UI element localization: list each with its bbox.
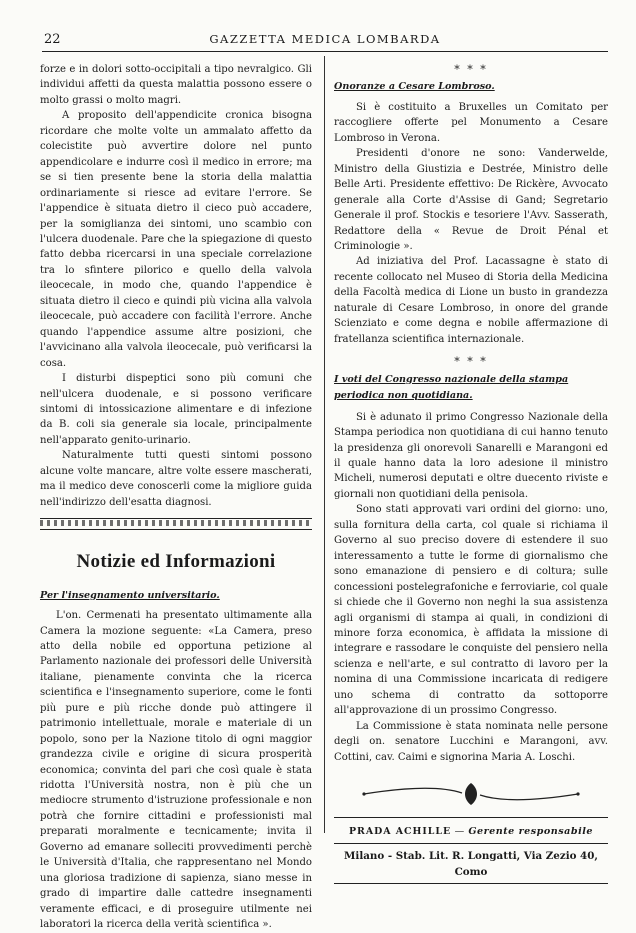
ornamental-divider bbox=[40, 518, 312, 530]
congress-section-title: I voti del Congresso nazionale della stampa periodica non quotidiana. bbox=[334, 373, 569, 401]
footer-rule bbox=[334, 843, 608, 844]
column-divider bbox=[324, 56, 325, 833]
footer-rule bbox=[334, 883, 608, 884]
lombroso-section-title: Onoranze a Cesare Lombroso. bbox=[334, 81, 495, 93]
news-heading: Notizie ed Informazioni bbox=[76, 551, 276, 573]
continued-paragraph: forze e in dolori sotto-occipitali a tipo nevralgico. Gli individui affetti da questa malattia possono essere o molto grassi o molto magri. bbox=[40, 64, 312, 106]
university-section-title: Per l'insegnamento universitario. bbox=[40, 589, 220, 601]
university-section-body: L'on. Cermenati ha presentato ultimamente alla Camera la mozione seguente: «La Camera, preso atto della nobile ed opportuna petizione al Parlamento nazionale dei professori delle Università italiane, pienamente convinta che la ricerca scientifica e l'insegnamento superiore, come le fonti più pure e più ricche donde può attingere il patrimonio intellettuale, morale e materiale di un popolo, sono per la Nazione titolo di ogni maggior grandezza civile e origine di sicura prosperità economica; convinta del pari che così quale è stata ridotta l'Università nostra, non è più che un mediocre strumento d'istruzione professionale e non potrà che fornire cittadini e professionisti mal preparati moralmente e tecnicamente; invita il Governo ad emanare solleciti provvedimenti perchè le Università d'Italia, che rappresentano nel Mondo una gloriosa tradizione di sapienza, siano messe in grado di impartire dalle cattedre insegnamenti veramente efficaci, e di proseguire utilmente nei laboratori la ricerca della verità scientifica ». bbox=[40, 610, 312, 931]
manager-line: PRADA ACHILLE — Gerente responsabile bbox=[349, 826, 593, 838]
section-separator: * * * bbox=[454, 63, 488, 76]
congress-paragraph: Sono stati approvati vari ordini del giorno: uno, sulla fornitura della carta, col quale si richiama il Governo al suo preciso dovere di estendere il suo interessamento a tutte le forme di giornalismo che sono emanazione di pensiero e di coltura; sulle concessioni postelegrafoniche e ferroviarie, col quale si chiede che il Governo non neghi la sua assistenza agli organismi di stampa ai quali, in condizioni di minore forza economica, è affidata la missione di integrare e rassodare le conquiste del pensiero nella scienza e nell'arte, e sul contratto di lavoro per la nomina di una Commissione incaricata di redigere uno schema di contratto da sottoporre all'approvazione di un prossimo Congresso. bbox=[334, 504, 608, 717]
congress-paragraph: La Commissione è stata nominata nelle persone degli on. senatore Lucchini e Marangoni, avv. Cottini, cav. Caimi e signorina Maria A. Loschi. bbox=[334, 720, 608, 763]
footer-rule bbox=[334, 817, 608, 818]
lombroso-paragraph: Si è costituito a Bruxelles un Comitato per raccogliere offerte pel Monumento a Cesare Lombroso in Verona. bbox=[334, 101, 608, 144]
dyspepsia-paragraph: I disturbi dispeptici sono più comuni che nell'ulcera duodenale, e si possono verificare sintomi di intossicazione alimentare e di infezione da B. coli sia generale sia locale, principalmente nell'apparato genito-urinario. bbox=[40, 373, 312, 446]
section-separator: * * * bbox=[454, 355, 488, 369]
lombroso-paragraph: Ad iniziativa del Prof. Lacassagne è stato di recente collocato nel Museo di Storia della Medicina della Facoltà medica di Lione un busto in grandezza naturale di Cesare Lombroso, in onore del grande Scienziato e come degna e nobile affermazione di fratellanza scientifica internazionale. bbox=[334, 256, 608, 345]
manager-role: Gerente responsabile bbox=[468, 826, 593, 838]
lombroso-paragraph: Presidenti d'onore ne sono: Vanderwelde, Ministro della Giustizia e Destrée, Ministro delle Belle Arti. Presidente effettivo: De Rickère, Avvocato generale alla Corte d'Assise di Gand; Segretario Generale il prof. Stockis e tesoriere l'Avv. Sasserath, Redattore della « Revue de Droit Pénal et Criminologie ». bbox=[334, 148, 608, 252]
printer-line: Milano - Stab. Lit. R. Longatti, Via Zezio 40, Como bbox=[344, 850, 598, 878]
journal-title: GAZZETTA MEDICA LOMBARDA bbox=[209, 32, 441, 46]
right-column bbox=[334, 62, 608, 884]
appendicitis-paragraph: A proposito dell'appendicite cronica bisogna ricordare che molte volte un ammalato affetto da colecistite può avvertire dolore nel punto appendicolare e indurre così il medico in errore; ma se si tien presente bene la storia della malattia ordinariamente si riesce ad evitare l'errore. Se l'appendice è situata dietro il cieco può accadere, per la somiglianza dei sintomi, uno scambio con l'ulcera duodenale. Pare che la spiegazione di questo fatto debba ricercarsi in una speciale correlazione tra lo sfintere pilorico e quello della valvola ileocecale, in modo che, quando l'appendice è situata dietro il cieco e quindi più vicina alla valvola ileocecale, può accadere con facilità l'errore. Anche quando l'appendice assume altre posizioni, che l'avvicinano alla valvola ileocecale, può verificarsi la cosa. bbox=[40, 110, 312, 369]
congress-paragraph: Si è adunato il primo Congresso Nazionale della Stampa periodica non quotidiana di cui hanno tenuto la presidenza gli onorevoli Sanarelli e Marangoni ed il quale hanno data la loro adesione il ministro Micheli, numerosi deputati e oltre duecento riviste e giornali non quotidiani della penisola. bbox=[334, 411, 608, 500]
page-number: 22 bbox=[44, 32, 61, 47]
page-header bbox=[42, 28, 608, 48]
header-rule bbox=[42, 51, 608, 52]
conclusion-paragraph: Naturalmente tutti questi sintomi possono alcune volte mancare, altre volte essere mascherati, ma il medico deve conoscerli come la migliore guida nell'indirizzo dell'esatta diagnosi. bbox=[40, 450, 312, 508]
end-flourish bbox=[334, 781, 608, 807]
manager-name: PRADA ACHILLE bbox=[349, 826, 452, 838]
left-column bbox=[40, 62, 312, 933]
